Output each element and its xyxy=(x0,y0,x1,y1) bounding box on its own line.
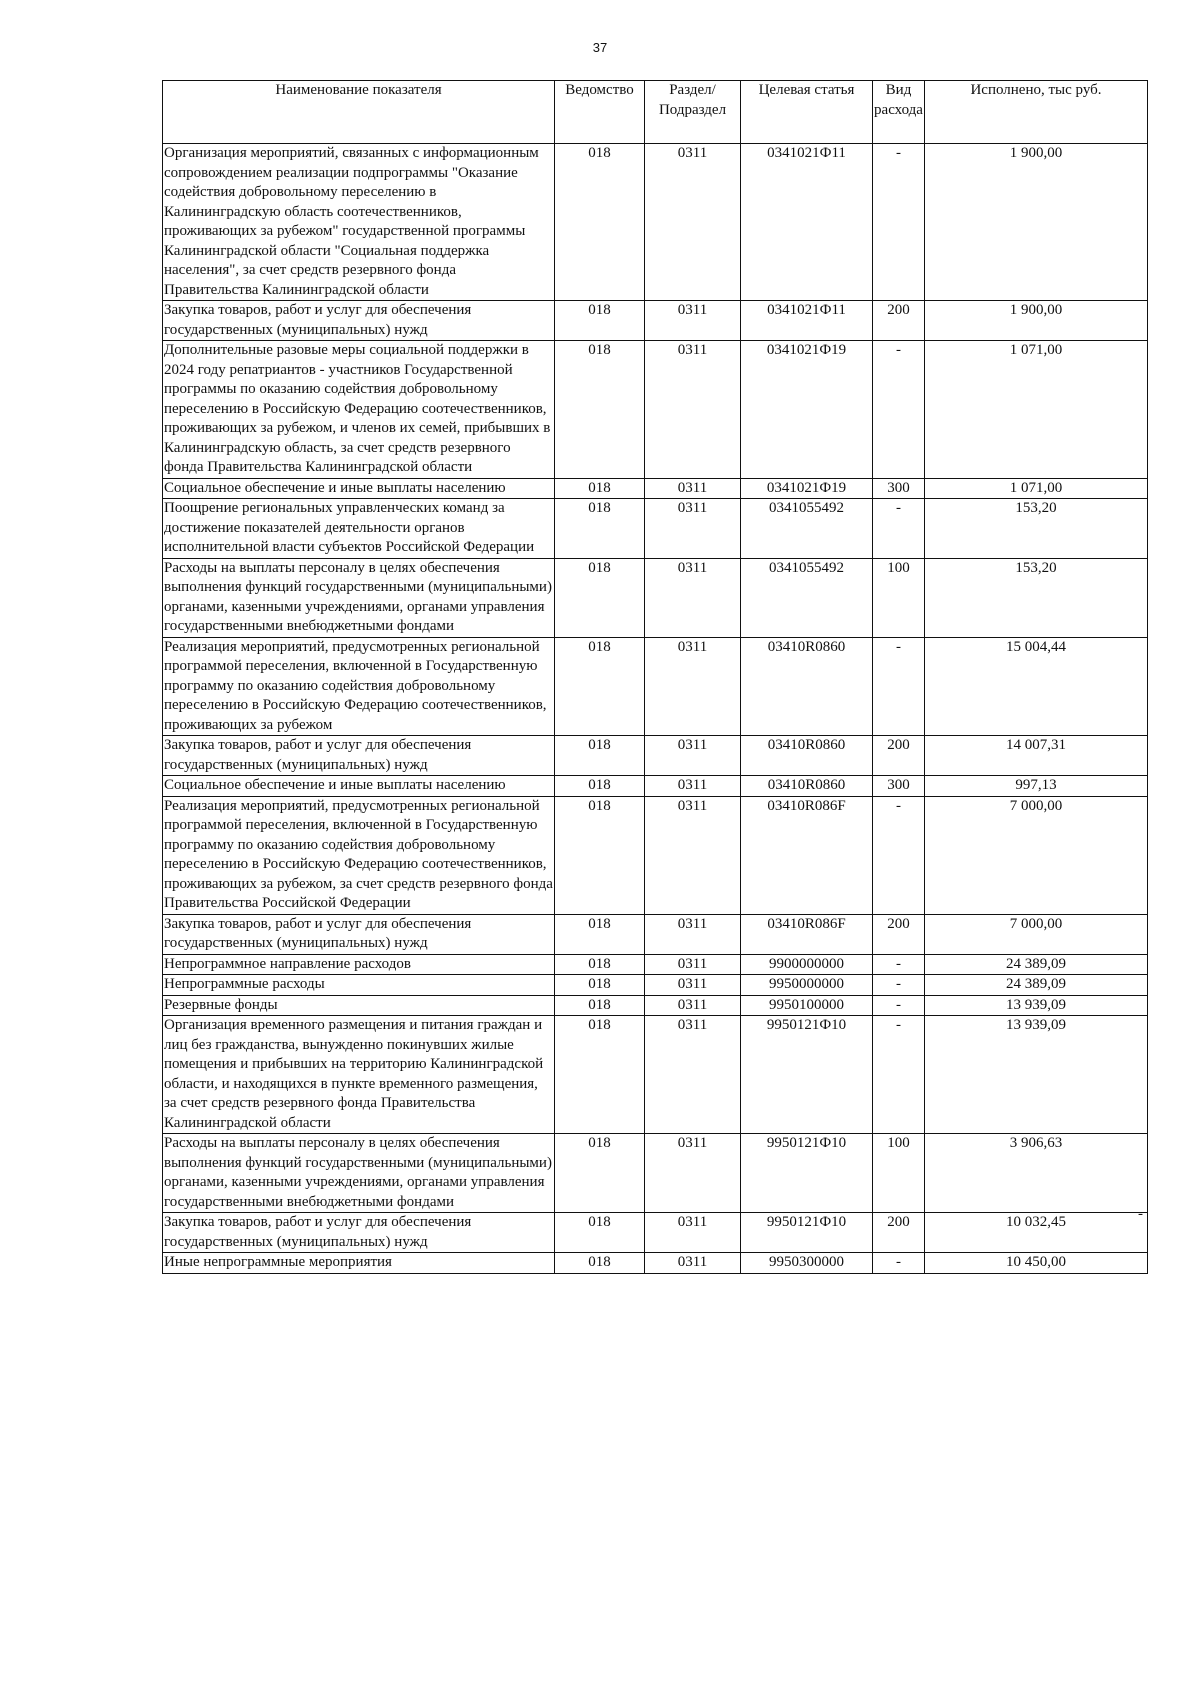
cell-amount: 24 389,09 xyxy=(925,954,1148,975)
cell-section: 0311 xyxy=(645,796,741,914)
cell-amount: 1 900,00 xyxy=(925,301,1148,341)
table-row xyxy=(163,301,1148,341)
cell-section: 0311 xyxy=(645,1134,741,1213)
cell-dept: 018 xyxy=(555,1016,645,1134)
table-row xyxy=(163,776,1148,797)
table-row xyxy=(163,637,1148,736)
table-row xyxy=(163,914,1148,954)
cell-name: Закупка товаров, работ и услуг для обеспечения государственных (муниципальных) нужд xyxy=(163,736,555,776)
cell-dept: 018 xyxy=(555,1213,645,1253)
table-row xyxy=(163,995,1148,1016)
cell-type: 200 xyxy=(873,914,925,954)
cell-target: 0341055492 xyxy=(741,499,873,559)
cell-dept: 018 xyxy=(555,1253,645,1274)
cell-dept: 018 xyxy=(555,975,645,996)
cell-type: 200 xyxy=(873,736,925,776)
cell-type: - xyxy=(873,1016,925,1134)
cell-amount: 153,20 xyxy=(925,558,1148,637)
cell-dept: 018 xyxy=(555,499,645,559)
cell-type: 200 xyxy=(873,1213,925,1253)
cell-section: 0311 xyxy=(645,144,741,301)
cell-name: Резервные фонды xyxy=(163,995,555,1016)
cell-section: 0311 xyxy=(645,637,741,736)
cell-section: 0311 xyxy=(645,1016,741,1134)
cell-target: 0341021Ф11 xyxy=(741,144,873,301)
cell-section: 0311 xyxy=(645,499,741,559)
cell-section: 0311 xyxy=(645,736,741,776)
cell-type: - xyxy=(873,341,925,479)
cell-amount: 7 000,00 xyxy=(925,914,1148,954)
cell-section: 0311 xyxy=(645,975,741,996)
cell-section: 0311 xyxy=(645,914,741,954)
cell-dept: 018 xyxy=(555,558,645,637)
cell-type: - xyxy=(873,637,925,736)
cell-type: 200 xyxy=(873,301,925,341)
cell-section: 0311 xyxy=(645,954,741,975)
cell-name: Закупка товаров, работ и услуг для обеспечения государственных (муниципальных) нужд xyxy=(163,1213,555,1253)
cell-target: 9950121Ф10 xyxy=(741,1134,873,1213)
table-body xyxy=(163,144,1148,1274)
stray-mark: - xyxy=(1138,1206,1143,1222)
cell-name: Непрограммные расходы xyxy=(163,975,555,996)
cell-dept: 018 xyxy=(555,1134,645,1213)
cell-type: 100 xyxy=(873,558,925,637)
cell-section: 0311 xyxy=(645,1213,741,1253)
header-dept: Ведомство xyxy=(555,81,645,144)
header-type: Вид расхода xyxy=(873,81,925,144)
cell-target: 03410R0860 xyxy=(741,776,873,797)
cell-section: 0311 xyxy=(645,995,741,1016)
table-row xyxy=(163,1213,1148,1253)
cell-target: 9950121Ф10 xyxy=(741,1016,873,1134)
cell-dept: 018 xyxy=(555,637,645,736)
table-row xyxy=(163,144,1148,301)
table-row xyxy=(163,975,1148,996)
cell-target: 03410R0860 xyxy=(741,637,873,736)
table-row xyxy=(163,1253,1148,1274)
cell-name: Закупка товаров, работ и услуг для обеспечения государственных (муниципальных) нужд xyxy=(163,914,555,954)
cell-name: Расходы на выплаты персоналу в целях обеспечения выполнения функций государственными (муниципальными) органами, казенными учреждениями, органами управления государственными внебюджетными фондами xyxy=(163,1134,555,1213)
table-row xyxy=(163,558,1148,637)
cell-amount: 1 900,00 xyxy=(925,144,1148,301)
cell-dept: 018 xyxy=(555,954,645,975)
table-row xyxy=(163,736,1148,776)
cell-target: 0341021Ф11 xyxy=(741,301,873,341)
cell-section: 0311 xyxy=(645,341,741,479)
cell-type: - xyxy=(873,975,925,996)
cell-amount: 14 007,31 xyxy=(925,736,1148,776)
cell-type: 300 xyxy=(873,478,925,499)
table-row xyxy=(163,1134,1148,1213)
table-row xyxy=(163,341,1148,479)
cell-type: - xyxy=(873,144,925,301)
cell-target: 0341055492 xyxy=(741,558,873,637)
cell-target: 9900000000 xyxy=(741,954,873,975)
cell-amount: 24 389,09 xyxy=(925,975,1148,996)
header-name: Наименование показателя xyxy=(163,81,555,144)
cell-amount: 10 450,00 xyxy=(925,1253,1148,1274)
cell-name: Непрограммное направление расходов xyxy=(163,954,555,975)
cell-amount: 997,13 xyxy=(925,776,1148,797)
page-number: 37 xyxy=(592,40,608,55)
cell-dept: 018 xyxy=(555,736,645,776)
cell-target: 0341021Ф19 xyxy=(741,341,873,479)
cell-section: 0311 xyxy=(645,478,741,499)
cell-name: Закупка товаров, работ и услуг для обеспечения государственных (муниципальных) нужд xyxy=(163,301,555,341)
header-target: Целевая статья xyxy=(741,81,873,144)
cell-amount: 13 939,09 xyxy=(925,995,1148,1016)
cell-dept: 018 xyxy=(555,914,645,954)
cell-target: 9950000000 xyxy=(741,975,873,996)
cell-target: 03410R0860 xyxy=(741,736,873,776)
cell-amount: 10 032,45 xyxy=(925,1213,1148,1253)
cell-name: Организация временного размещения и питания граждан и лиц без гражданства, вынужденно покинувших жилые помещения и прибывших на территорию Калининградской области, и находящихся в пункте временного размещения, за счет средств резервного фонда Правительства Калининградской области xyxy=(163,1016,555,1134)
cell-name: Социальное обеспечение и иные выплаты населению xyxy=(163,776,555,797)
table-row xyxy=(163,478,1148,499)
cell-amount: 3 906,63 xyxy=(925,1134,1148,1213)
cell-type: 300 xyxy=(873,776,925,797)
cell-name: Расходы на выплаты персоналу в целях обеспечения выполнения функций государственными (муниципальными) органами, казенными учреждениями, органами управления государственными внебюджетными фондами xyxy=(163,558,555,637)
cell-type: - xyxy=(873,1253,925,1274)
table-row xyxy=(163,954,1148,975)
cell-amount: 153,20 xyxy=(925,499,1148,559)
table-row xyxy=(163,796,1148,914)
cell-section: 0311 xyxy=(645,1253,741,1274)
table-row xyxy=(163,1016,1148,1134)
cell-section: 0311 xyxy=(645,558,741,637)
cell-name: Иные непрограммные мероприятия xyxy=(163,1253,555,1274)
cell-dept: 018 xyxy=(555,796,645,914)
cell-target: 9950100000 xyxy=(741,995,873,1016)
cell-name: Организация мероприятий, связанных с информационным сопровождением реализации подпрограммы "Оказание содействия добровольному переселению в Калининградскую область соотечественников, проживающих за рубежом" государственной программы Калининградской области "Социальная поддержка населения", за счет средств резервного фонда Правительства Калининградской области xyxy=(163,144,555,301)
cell-amount: 15 004,44 xyxy=(925,637,1148,736)
header-section: Раздел/ Подраздел xyxy=(645,81,741,144)
table-header-row xyxy=(163,81,1148,144)
cell-section: 0311 xyxy=(645,301,741,341)
cell-section: 0311 xyxy=(645,776,741,797)
cell-target: 03410R086F xyxy=(741,796,873,914)
cell-name: Социальное обеспечение и иные выплаты населению xyxy=(163,478,555,499)
cell-target: 0341021Ф19 xyxy=(741,478,873,499)
cell-amount: 1 071,00 xyxy=(925,341,1148,479)
cell-amount: 1 071,00 xyxy=(925,478,1148,499)
cell-amount: 13 939,09 xyxy=(925,1016,1148,1134)
cell-name: Реализация мероприятий, предусмотренных региональной программой переселения, включенной в Государственную программу по оказанию содействия добровольному переселению в Российскую Федерацию соотечественников, проживающих за рубежом, за счет средств резервного фонда Правительства Российской Федерации xyxy=(163,796,555,914)
cell-dept: 018 xyxy=(555,341,645,479)
cell-dept: 018 xyxy=(555,144,645,301)
cell-type: - xyxy=(873,954,925,975)
cell-name: Реализация мероприятий, предусмотренных региональной программой переселения, включенной в Государственную программу по оказанию содействия добровольному переселению в Российскую Федерацию соотечественников, проживающих за рубежом xyxy=(163,637,555,736)
cell-dept: 018 xyxy=(555,776,645,797)
cell-type: - xyxy=(873,499,925,559)
cell-dept: 018 xyxy=(555,478,645,499)
table-row xyxy=(163,499,1148,559)
header-amount: Исполнено, тыс руб. xyxy=(925,81,1148,144)
cell-target: 03410R086F xyxy=(741,914,873,954)
expenditure-table xyxy=(162,80,1148,1274)
cell-name: Поощрение региональных управленческих команд за достижение показателей деятельности органов исполнительной власти субъектов Российской Федерации xyxy=(163,499,555,559)
cell-dept: 018 xyxy=(555,301,645,341)
cell-target: 9950300000 xyxy=(741,1253,873,1274)
cell-target: 9950121Ф10 xyxy=(741,1213,873,1253)
cell-amount: 7 000,00 xyxy=(925,796,1148,914)
cell-dept: 018 xyxy=(555,995,645,1016)
cell-type: - xyxy=(873,796,925,914)
cell-type: 100 xyxy=(873,1134,925,1213)
cell-name: Дополнительные разовые меры социальной поддержки в 2024 году репатриантов - участников Государственной программы по оказанию содействия добровольному переселению в Российскую Федерацию соотечественников, проживающих за рубежом, и членов их семей, прибывших в Калининградскую область, за счет средств резервного фонда Правительства Калининградской области xyxy=(163,341,555,479)
cell-type: - xyxy=(873,995,925,1016)
